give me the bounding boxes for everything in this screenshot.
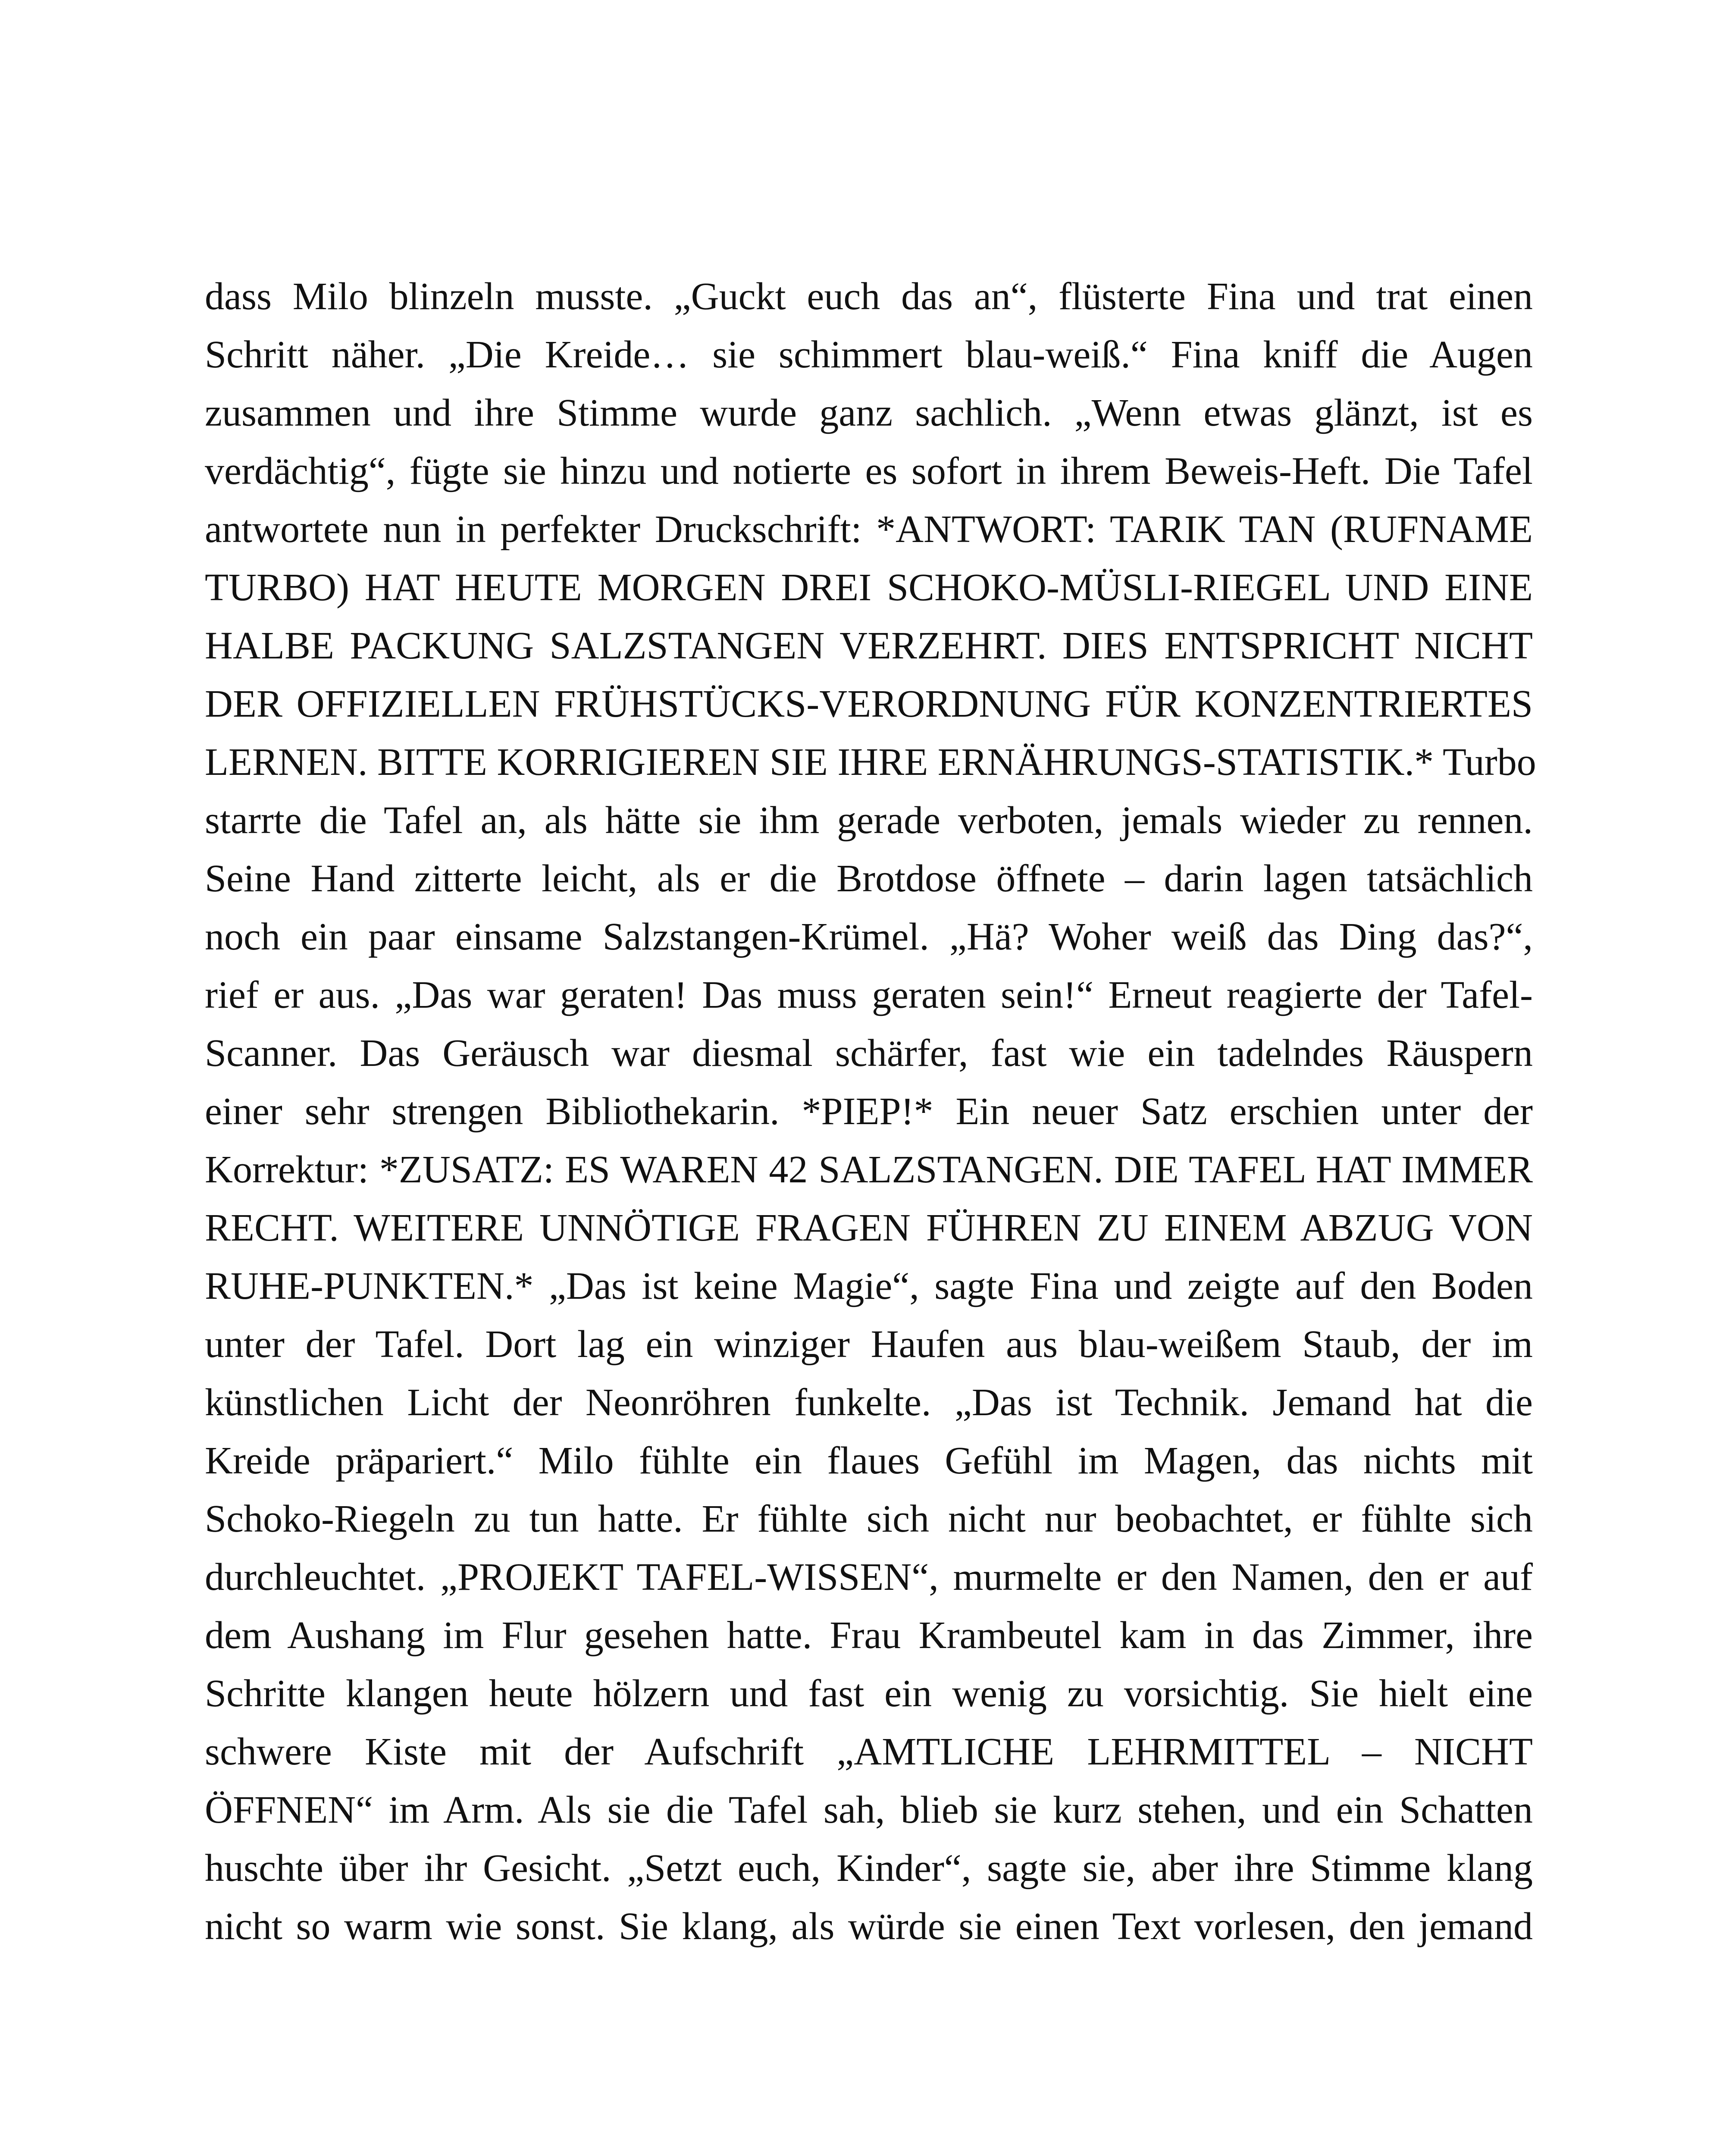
text-line: starrte die Tafel an, als hätte sie ihm gerade verboten, jemals wieder zu rennen. bbox=[205, 799, 1533, 842]
text-line: noch ein paar einsame Salzstangen-Krümel. „Hä? Woher weiß das Ding das?“, bbox=[205, 915, 1533, 958]
text-line: Seine Hand zitterte leicht, als er die Brotdose öffnete – darin lagen tatsächlich bbox=[205, 857, 1533, 900]
text-line: schwere Kiste mit der Aufschrift „AMTLICHE LEHRMITTEL – NICHT bbox=[205, 1730, 1533, 1773]
text-line: künstlichen Licht der Neonröhren funkelte. „Das ist Technik. Jemand hat die bbox=[205, 1381, 1533, 1424]
text-line: einer sehr strengen Bibliothekarin. *PIEP!* Ein neuer Satz erschien unter der bbox=[205, 1090, 1533, 1133]
text-line: Korrektur: *ZUSATZ: ES WAREN 42 SALZSTANGEN. DIE TAFEL HAT IMMER bbox=[205, 1148, 1533, 1191]
text-line: Scanner. Das Geräusch war diesmal schärfer, fast wie ein tadelndes Räuspern bbox=[205, 1032, 1533, 1075]
text-line: durchleuchtet. „PROJEKT TAFEL-WISSEN“, murmelte er den Namen, den er auf bbox=[205, 1556, 1533, 1598]
text-line: RECHT. WEITERE UNNÖTIGE FRAGEN FÜHREN ZU EINEM ABZUG VON bbox=[205, 1206, 1533, 1249]
text-line: unter der Tafel. Dort lag ein winziger Haufen aus blau-weißem Staub, der im bbox=[205, 1323, 1533, 1366]
text-line: dem Aushang im Flur gesehen hatte. Frau Krambeutel kam in das Zimmer, ihre bbox=[205, 1614, 1533, 1657]
text-line: Schritt näher. „Die Kreide… sie schimmert blau-weiß.“ Fina kniff die Augen bbox=[205, 333, 1533, 376]
text-line: ÖFFNEN“ im Arm. Als sie die Tafel sah, blieb sie kurz stehen, und ein Schatten bbox=[205, 1789, 1533, 1831]
body-text bbox=[205, 267, 1536, 1955]
text-line: Schoko-Riegeln zu tun hatte. Er fühlte sich nicht nur beobachtet, er fühlte sich bbox=[205, 1498, 1533, 1540]
text-line: TURBO) HAT HEUTE MORGEN DREI SCHOKO-MÜSLI-RIEGEL UND EINE bbox=[205, 566, 1533, 609]
text-line: Kreide präpariert.“ Milo fühlte ein flaues Gefühl im Magen, das nichts mit bbox=[205, 1439, 1533, 1482]
text-line: rief er aus. „Das war geraten! Das muss geraten sein!“ Erneut reagierte der Tafel- bbox=[205, 974, 1533, 1016]
text-line: HALBE PACKUNG SALZSTANGEN VERZEHRT. DIES ENTSPRICHT NICHT bbox=[205, 624, 1533, 667]
text-line: DER OFFIZIELLEN FRÜHSTÜCKS-VERORDNUNG FÜR KONZENTRIERTES bbox=[205, 683, 1533, 725]
text-line: Schritte klangen heute hölzern und fast ein wenig zu vorsichtig. Sie hielt eine bbox=[205, 1672, 1533, 1715]
text-line: antwortete nun in perfekter Druckschrift: *ANTWORT: TARIK TAN (RUFNAME bbox=[205, 508, 1533, 551]
text-line: dass Milo blinzeln musste. „Guckt euch das an“, flüsterte Fina und trat einen bbox=[205, 275, 1533, 318]
text-line: zusammen und ihre Stimme wurde ganz sachlich. „Wenn etwas glänzt, ist es bbox=[205, 392, 1533, 434]
text-line: LERNEN. BITTE KORRIGIEREN SIE IHRE ERNÄHRUNGS-STATISTIK.* Turbo bbox=[205, 741, 1536, 783]
text-line: nicht so warm wie sonst. Sie klang, als würde sie einen Text vorlesen, den jemand bbox=[205, 1905, 1533, 1948]
text-line: verdächtig“, fügte sie hinzu und notierte es sofort in ihrem Beweis-Heft. Die Tafel bbox=[205, 450, 1533, 492]
text-line: RUHE-PUNKTEN.* „Das ist keine Magie“, sagte Fina und zeigte auf den Boden bbox=[205, 1265, 1533, 1307]
text-line: huschte über ihr Gesicht. „Setzt euch, Kinder“, sagte sie, aber ihre Stimme klang bbox=[205, 1847, 1533, 1890]
